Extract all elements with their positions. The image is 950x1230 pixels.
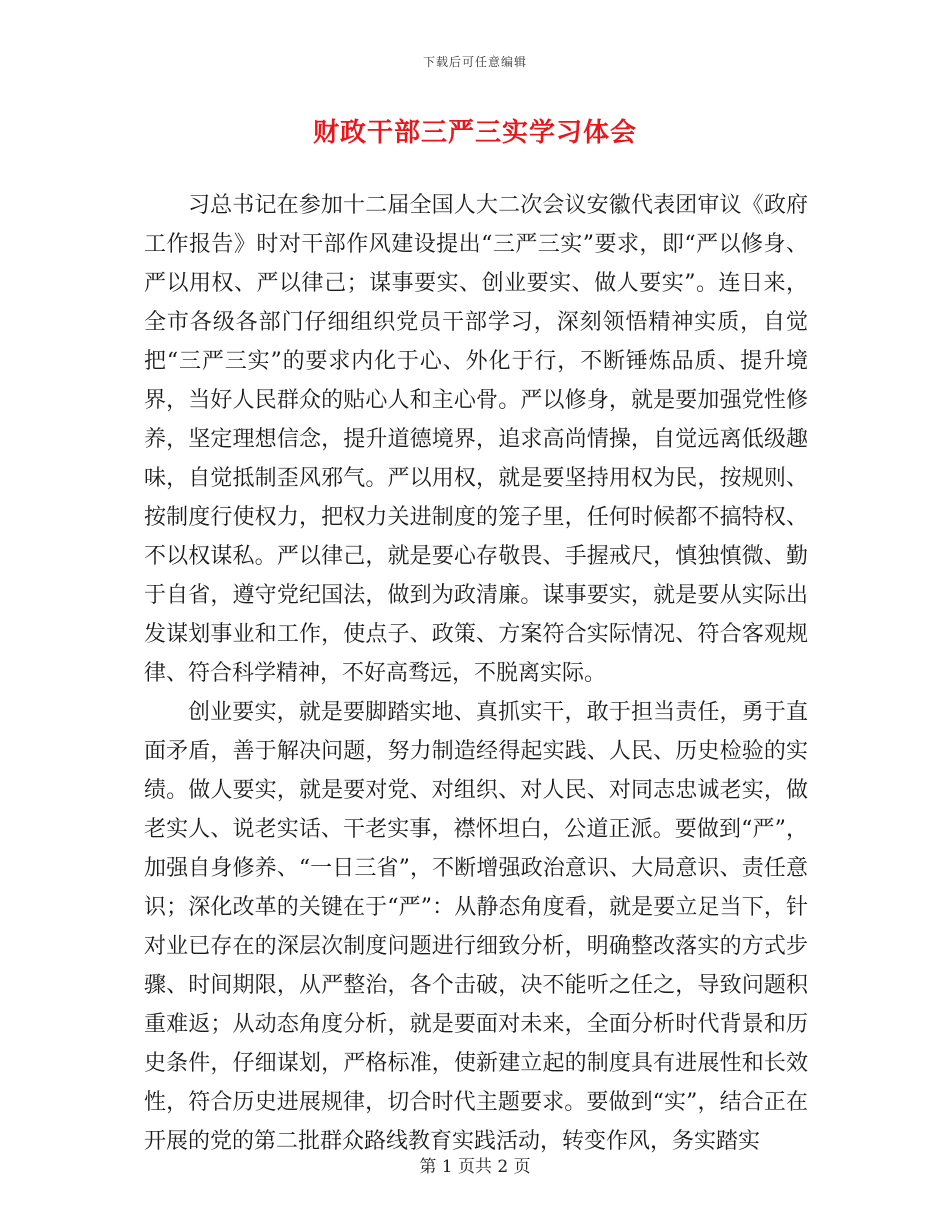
page-number-footer: 第 1 页共 2 页 — [419, 1157, 531, 1177]
document-title: 财政干部三严三实学习体会 — [312, 118, 637, 148]
paragraph-2: 创业要实，就是要脚踏实地、真抓实干，敢于担当责任，勇于直面矛盾，善于解决问题，努力制造经得起实践、人民、历史检验的实绩。做人要实，就是要对党、对组织、对人民、对同志忠诚老实，做老实人、说老实话、干老实事，襟怀坦白，公道正派。要做到“严”，加强自身修养、“一日三省”，不断增强政治意识、大局意识、责任意识；深化改革的关键在于“严”：从静态角度看，就是要立足当下，针对业已存在的深层次制度问题进行细致分析，明确整改落实的方式步骤、时间期限，从严整治，各个击破，决不能听之任之，导致问题积重难返；从动态角度分析，就是要面对未来，全面分析时代背景和历史条件，仔细谋划，严格标准，使新建立起的制度具有进展性和长效性，符合历史进展规律，切合时代主题要求。要做到“实”，结合正在开展的党的第二批群众路线教育实践活动，转变作风，务实踏实 — [144, 700, 808, 1154]
document-body — [144, 186, 808, 1161]
page-header-note: 下载后可任意编辑 — [422, 55, 527, 69]
paragraph-1: 习总书记在参加十二届全国人大二次会议安徽代表团审议《政府工作报告》时对干部作风建设提出“三严三实”要求，即“严以修身、严以用权、严以律己；谋事要实、创业要实、做人要实”。连日来，全市各级各部门仔细组织党员干部学习，深刻领悟精神实质，自觉把“三严三实”的要求内化于心、外化于行，不断锤炼品质、提升境界，当好人民群众的贴心人和主心骨。严以修身，就是要加强党性修养，坚定理想信念，提升道德境界，追求高尚情操，自觉远离低级趣味，自觉抵制歪风邪气。严以用权，就是要坚持用权为民，按规则、按制度行使权力，把权力关进制度的笼子里，任何时候都不搞特权、不以权谋私。严以律己，就是要心存敬畏、手握戒尺，慎独慎微、勤于自省，遵守党纪国法，做到为政清廉。谋事要实，就是要从实际出发谋划事业和工作，使点子、政策、方案符合实际情况、符合客观规律、符合科学精神，不好高骛远，不脱离实际。 — [144, 193, 808, 686]
